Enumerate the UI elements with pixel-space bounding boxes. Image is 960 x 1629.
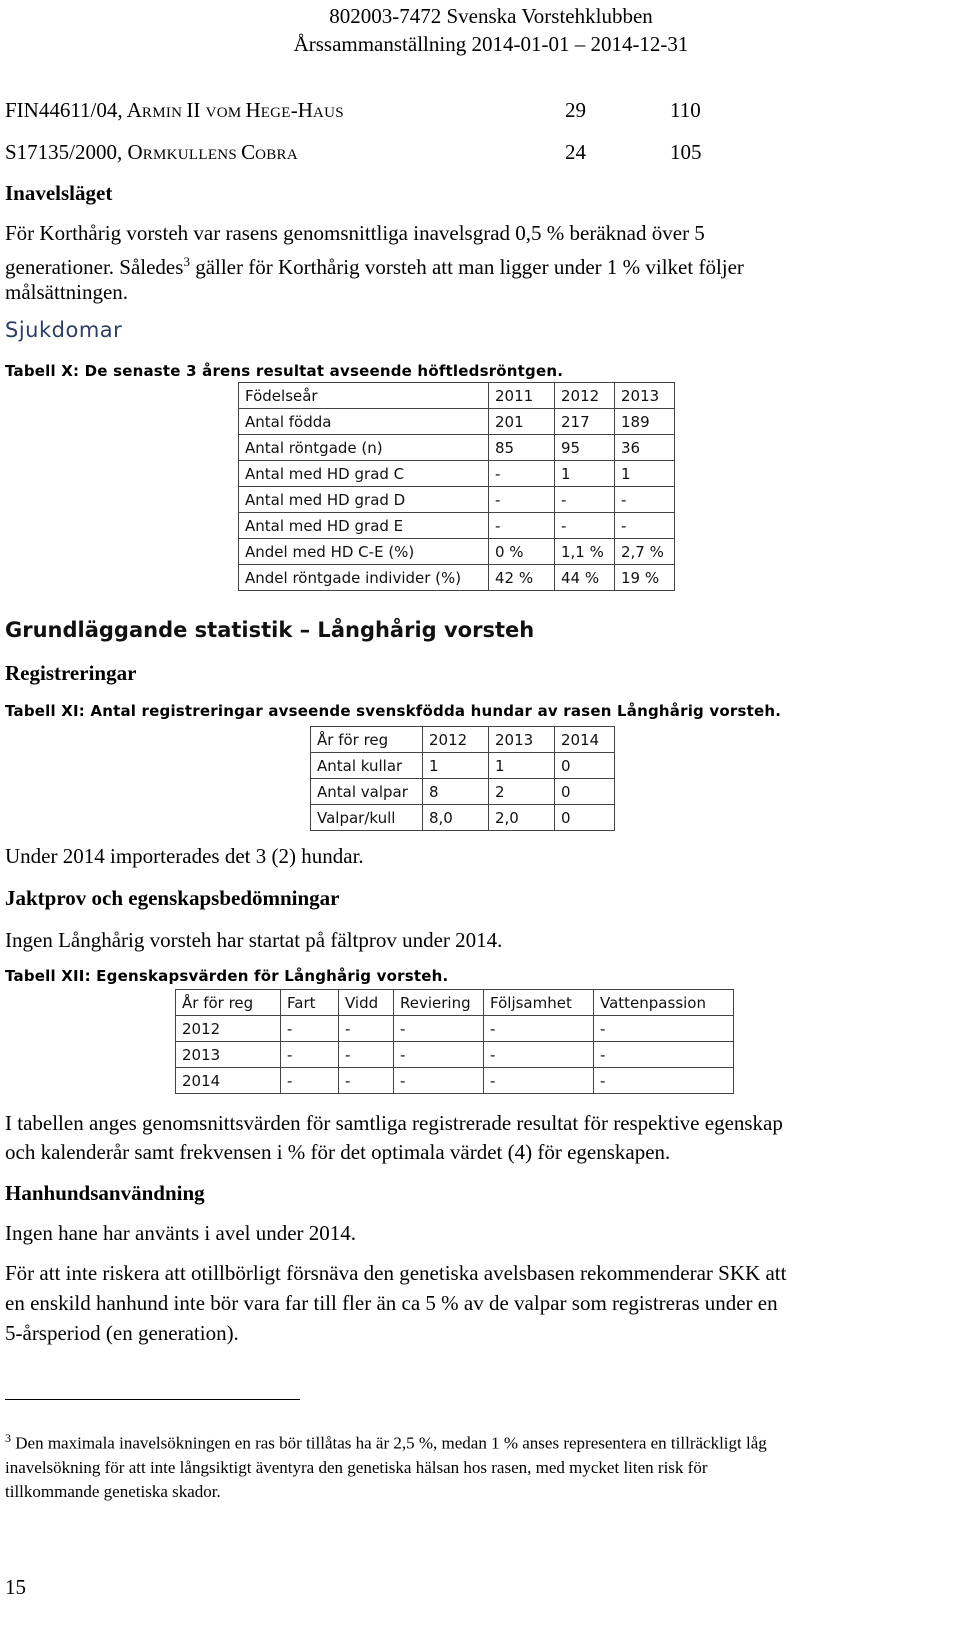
header-period: Årssammanställning 2014-01-01 – 2014-12-31 — [293, 32, 689, 56]
caption-table-xii: Tabell XII: Egenskapsvärden för Långhårig vorsteh. — [5, 967, 449, 985]
registrations-table-row — [311, 805, 615, 831]
table-cell: 2011 — [489, 383, 555, 409]
footnote-divider — [5, 1399, 300, 1400]
table-cell: - — [281, 1042, 339, 1068]
table-cell: 2012 — [423, 727, 489, 753]
hd-table-row — [239, 487, 675, 513]
table-cell: 44 % — [555, 565, 615, 591]
hd-table-row — [239, 513, 675, 539]
hanhund-text: Ingen hane har använts i avel under 2014. — [5, 1221, 357, 1245]
hanhund-line-3: 5-årsperiod (en generation). — [5, 1321, 239, 1345]
inavel-line-3: målsättningen. — [5, 280, 129, 304]
table-cell: Vidd — [339, 990, 394, 1016]
heading-jaktprov: Jaktprov och egenskapsbedömningar — [5, 886, 340, 910]
table-cell: 2,0 — [489, 805, 555, 831]
table-cell: 2014 — [176, 1068, 281, 1094]
dog-row: S17135/2000, ORMKULLENS COBRA — [5, 140, 298, 164]
table-cell: - — [394, 1042, 484, 1068]
traits-table-row-header — [176, 990, 734, 1016]
table-cell: 95 — [555, 435, 615, 461]
table-cell: 8 — [423, 779, 489, 805]
inavel-line-1: För Korthårig vorsteh var rasens genomsnittliga inavelsgrad 0,5 % beräknad över 5 — [5, 221, 705, 245]
table-cell: - — [394, 1016, 484, 1042]
table-cell: 2 — [489, 779, 555, 805]
table-cell: 42 % — [489, 565, 555, 591]
hanhund-line-1: För att inte riskera att otillbörligt försnäva den genetiska avelsbasen rekommenderar SKK att — [5, 1261, 787, 1285]
table-cell: År för reg — [311, 727, 423, 753]
caption-table-x: Tabell X: De senaste 3 årens resultat avseende höftledsröntgen. — [5, 362, 564, 380]
table-cell: Reviering — [394, 990, 484, 1016]
table-cell: 2013 — [489, 727, 555, 753]
table-cell: Antal med HD grad E — [239, 513, 489, 539]
traits-note-line-2: och kalenderår samt frekvensen i % för det optimala värdet (4) för egenskapen. — [5, 1140, 671, 1164]
hd-table-row — [239, 565, 675, 591]
dog-value-1: 29 — [565, 98, 586, 122]
table-cell: 1 — [555, 461, 615, 487]
table-cell: Antal med HD grad D — [239, 487, 489, 513]
inavel-line-2: generationer. Således$^3$ gäller för Korthårig vorsteh att man ligger under 1 % vilket följer — [5, 254, 744, 279]
table-cell: - — [594, 1042, 734, 1068]
table-cell: - — [594, 1016, 734, 1042]
table-cell: Andel med HD C-E (%) — [239, 539, 489, 565]
table-cell: 217 — [555, 409, 615, 435]
table-cell: 8,0 — [423, 805, 489, 831]
table-cell: - — [339, 1042, 394, 1068]
dog-value-1: 24 — [565, 140, 586, 164]
import-text: Under 2014 importerades det 3 (2) hundar. — [5, 844, 364, 868]
table-cell: - — [489, 461, 555, 487]
table-cell: 0 — [555, 779, 615, 805]
table-cell: Antal valpar — [311, 779, 423, 805]
traits-table-row — [176, 1068, 734, 1094]
table-cell: - — [615, 513, 675, 539]
dog-value-2: 110 — [670, 98, 701, 122]
heading-hanhund: Hanhundsanvändning — [5, 1181, 205, 1205]
table-cell: 2,7 % — [615, 539, 675, 565]
footnote-ref: 3 — [183, 254, 190, 269]
jaktprov-text: Ingen Långhårig vorsteh har startat på fältprov under 2014. — [5, 928, 503, 952]
table-cell: År för reg — [176, 990, 281, 1016]
registrations-table-row-header — [311, 727, 615, 753]
footnote: $^3$ Den maximala inavelsökningen en ras bör tillåtas ha är 2,5 %, medan 1 % anses representera en tillräckligt låg inavelsökning för att inte långsiktigt äventyra den genetiska hälsan hos rasen, med mycket liten risk för tillkommande genetiska skador. — [5, 1431, 767, 1501]
table-cell: - — [339, 1016, 394, 1042]
table-cell: 2014 — [555, 727, 615, 753]
header-org: 802003-7472 Svenska Vorstehklubben — [329, 4, 653, 28]
table-cell: 2013 — [176, 1042, 281, 1068]
table-cell: - — [394, 1068, 484, 1094]
table-cell: Antal röntgade (n) — [239, 435, 489, 461]
table-cell: - — [484, 1016, 594, 1042]
table-cell: - — [281, 1016, 339, 1042]
table-cell: 1 — [423, 753, 489, 779]
table-cell: Antal kullar — [311, 753, 423, 779]
table-cell: 189 — [615, 409, 675, 435]
heading-sjukdomar: Sjukdomar — [5, 318, 123, 342]
table-cell: Fart — [281, 990, 339, 1016]
caption-table-xi: Tabell XI: Antal registreringar avseende svenskfödda hundar av rasen Långhårig vorsteh. — [5, 702, 782, 720]
table-cell: 0 — [555, 805, 615, 831]
footnote-number: 3 — [5, 1431, 11, 1445]
table-cell: 1,1 % — [555, 539, 615, 565]
table-cell: 36 — [615, 435, 675, 461]
table-cell: - — [594, 1068, 734, 1094]
table-cell: - — [555, 487, 615, 513]
heading-inavel: Inavelsläget — [5, 181, 113, 205]
registrations-table — [310, 726, 615, 831]
table-cell: Andel röntgade individer (%) — [239, 565, 489, 591]
hanhund-line-2: en enskild hanhund inte bör vara far till fler än ca 5 % av de valpar som registreras under en — [5, 1291, 778, 1315]
table-cell: 19 % — [615, 565, 675, 591]
hd-table — [238, 382, 675, 591]
traits-table-row — [176, 1042, 734, 1068]
table-cell: 85 — [489, 435, 555, 461]
table-cell: Antal födda — [239, 409, 489, 435]
hd-table-row — [239, 461, 675, 487]
dog-row: FIN44611/04, ARMIN II VOM HEGE-HAUS — [5, 98, 344, 122]
table-cell: - — [489, 513, 555, 539]
table-cell: - — [484, 1042, 594, 1068]
table-cell: Födelseår — [239, 383, 489, 409]
traits-table-row — [176, 1016, 734, 1042]
table-cell: 2013 — [615, 383, 675, 409]
registrations-table-row — [311, 753, 615, 779]
table-cell: Vattenpassion — [594, 990, 734, 1016]
table-cell: 1 — [489, 753, 555, 779]
table-cell: Valpar/kull — [311, 805, 423, 831]
heading-grund: Grundläggande statistik – Långhårig vorsteh — [5, 618, 535, 642]
table-cell: - — [484, 1068, 594, 1094]
table-cell: 201 — [489, 409, 555, 435]
table-cell: - — [339, 1068, 394, 1094]
table-cell: 2012 — [555, 383, 615, 409]
table-cell: Följsamhet — [484, 990, 594, 1016]
table-cell: Antal med HD grad C — [239, 461, 489, 487]
page-number: 15 — [5, 1575, 26, 1599]
hd-table-row — [239, 435, 675, 461]
hd-table-row-header — [239, 383, 675, 409]
hd-table-row — [239, 409, 675, 435]
table-cell: - — [555, 513, 615, 539]
table-cell: 2012 — [176, 1016, 281, 1042]
traits-table — [175, 989, 734, 1094]
table-cell: 1 — [615, 461, 675, 487]
table-cell: 0 — [555, 753, 615, 779]
traits-note-line-1: I tabellen anges genomsnittsvärden för samtliga registrerade resultat för respektive egenskap — [5, 1111, 783, 1135]
dog-value-2: 105 — [670, 140, 702, 164]
hd-table-row — [239, 539, 675, 565]
table-cell: - — [281, 1068, 339, 1094]
registrations-table-row — [311, 779, 615, 805]
heading-registreringar: Registreringar — [5, 661, 137, 685]
table-cell: - — [615, 487, 675, 513]
table-cell: 0 % — [489, 539, 555, 565]
table-cell: - — [489, 487, 555, 513]
